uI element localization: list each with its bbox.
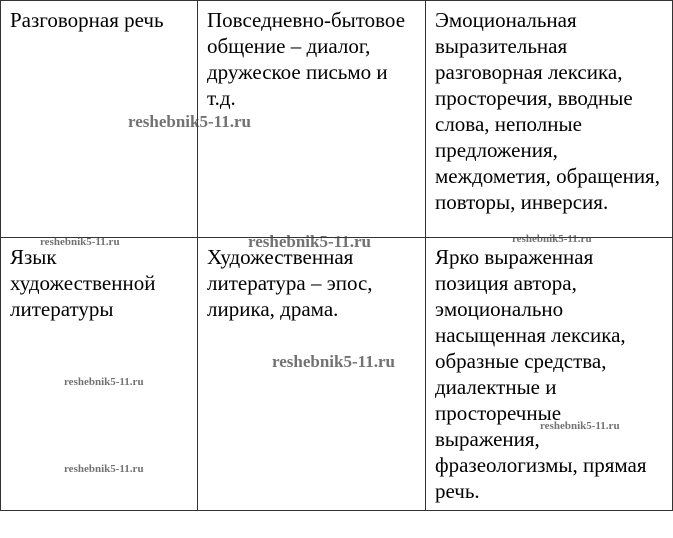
- watermark: reshebnik5-11.ru: [64, 463, 144, 475]
- sphere-cell: Повседневно-бытовое общение – диалог, дружеское письмо и т.д.: [198, 1, 426, 238]
- features-cell: Ярко выраженная позиция автора, эмоционально насыщенная лексика, образные средства, диалектные и просторечные выражения, фразеологизмы, прямая речь.: [426, 238, 673, 511]
- features-cell: Эмоциональная выразительная разговорная лексика, просторечия, вводные слова, неполные предложения, междометия, обращения, повторы, инверсия.: [426, 1, 673, 238]
- table-row: [1, 238, 673, 511]
- style-name-cell: Разговорная речь: [1, 1, 198, 238]
- watermark: reshebnik5-11.ru: [272, 352, 395, 371]
- watermark: reshebnik5-11.ru: [40, 236, 120, 248]
- sphere-cell: Художественная литература – эпос, лирика, драма.: [198, 238, 426, 511]
- style-name-cell: Язык художественной литературы: [1, 238, 198, 511]
- watermark: reshebnik5-11.ru: [540, 420, 620, 432]
- watermark: reshebnik5-11.ru: [248, 232, 371, 251]
- watermark: reshebnik5-11.ru: [512, 233, 592, 245]
- watermark: reshebnik5-11.ru: [128, 112, 251, 131]
- watermark: reshebnik5-11.ru: [64, 376, 144, 388]
- table-row: [1, 1, 673, 238]
